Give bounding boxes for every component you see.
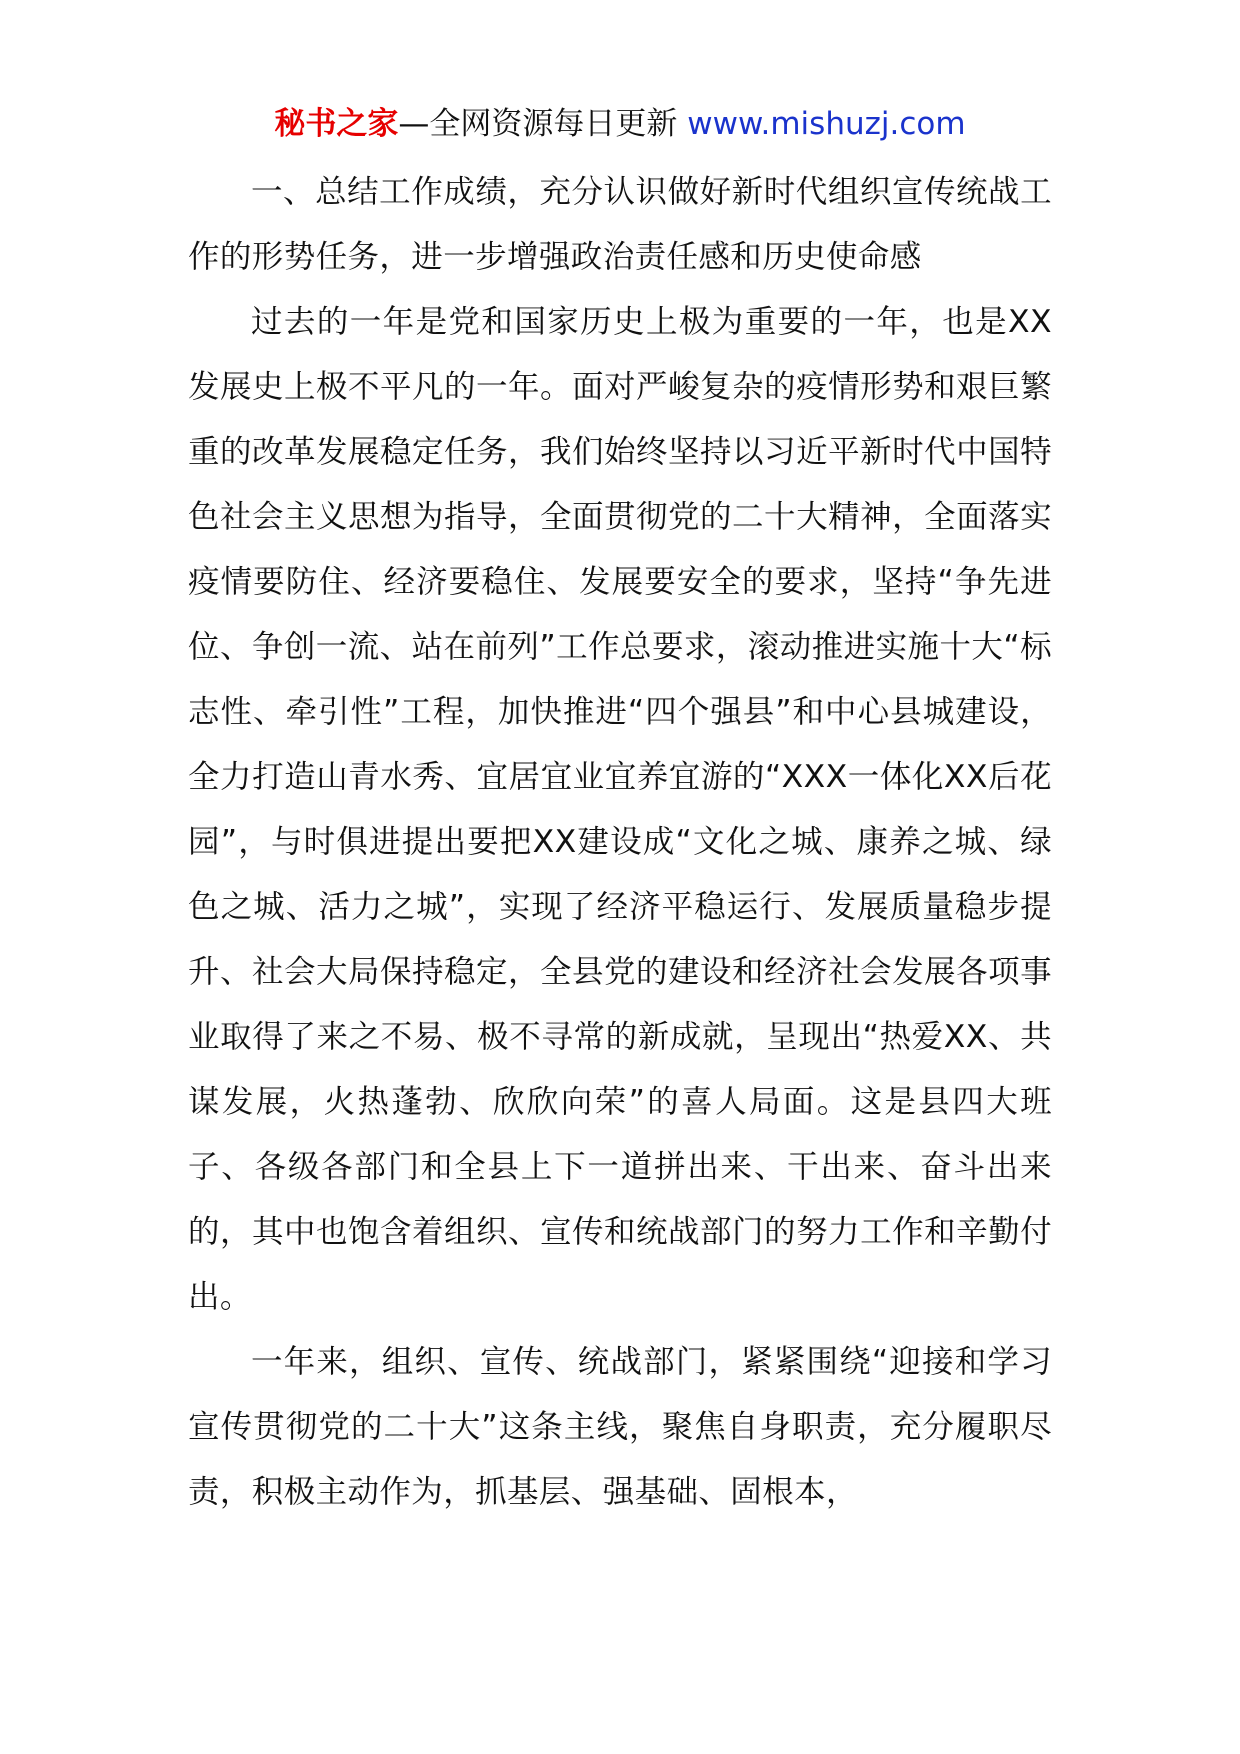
- page-header: [0, 100, 1240, 148]
- header-tagline: —全网资源每日更新: [398, 106, 678, 142]
- site-url-link[interactable]: www.mishuzj.com: [687, 106, 966, 142]
- brand-name: 秘书之家: [274, 106, 399, 142]
- paragraph-2: 一年来，组织、宣传、统战部门，紧紧围绕“迎接和学习宣传贯彻党的二十大”这条主线，聚焦自身职责，充分履职尽责，积极主动作为，抓基层、强基础、固根本，: [188, 1344, 1052, 1510]
- paragraph-1: 过去的一年是党和国家历史上极为重要的一年，也是XX发展史上极不平凡的一年。面对严峻复杂的疫情形势和艰巨繁重的改革发展稳定任务，我们始终坚持以习近平新时代中国特色社会主义思想为指导，全面贯彻党的二十大精神，全面落实疫情要防住、经济要稳住、发展要安全的要求，坚持“争先进位、争创一流、站在前列”工作总要求，滚动推进实施十大“标志性、牵引性”工程，加快推进“四个强县”和中心县城建设，全力打造山青水秀、宜居宜业宜养宜游的“XXX一体化XX后花园”，与时俱进提出要把XX建设成“文化之城、康养之城、绿色之城、活力之城”，实现了经济平稳运行、发展质量稳步提升、社会大局保持稳定，全县党的建设和经济社会发展各项事业取得了来之不易、极不寻常的新成就，呈现出“热爱XX、共谋发展，火热蓬勃、欣欣向荣”的喜人局面。这是县四大班子、各级各部门和全县上下一道拼出来、干出来、奋斗出来的，其中也饱含着组织、宣传和统战部门的努力工作和辛勤付出。: [188, 304, 1052, 1315]
- section-heading: 一、总结工作成绩，充分认识做好新时代组织宣传统战工作的形势任务，进一步增强政治责任感和历史使命感: [188, 174, 1052, 275]
- document-body: [188, 160, 1052, 1525]
